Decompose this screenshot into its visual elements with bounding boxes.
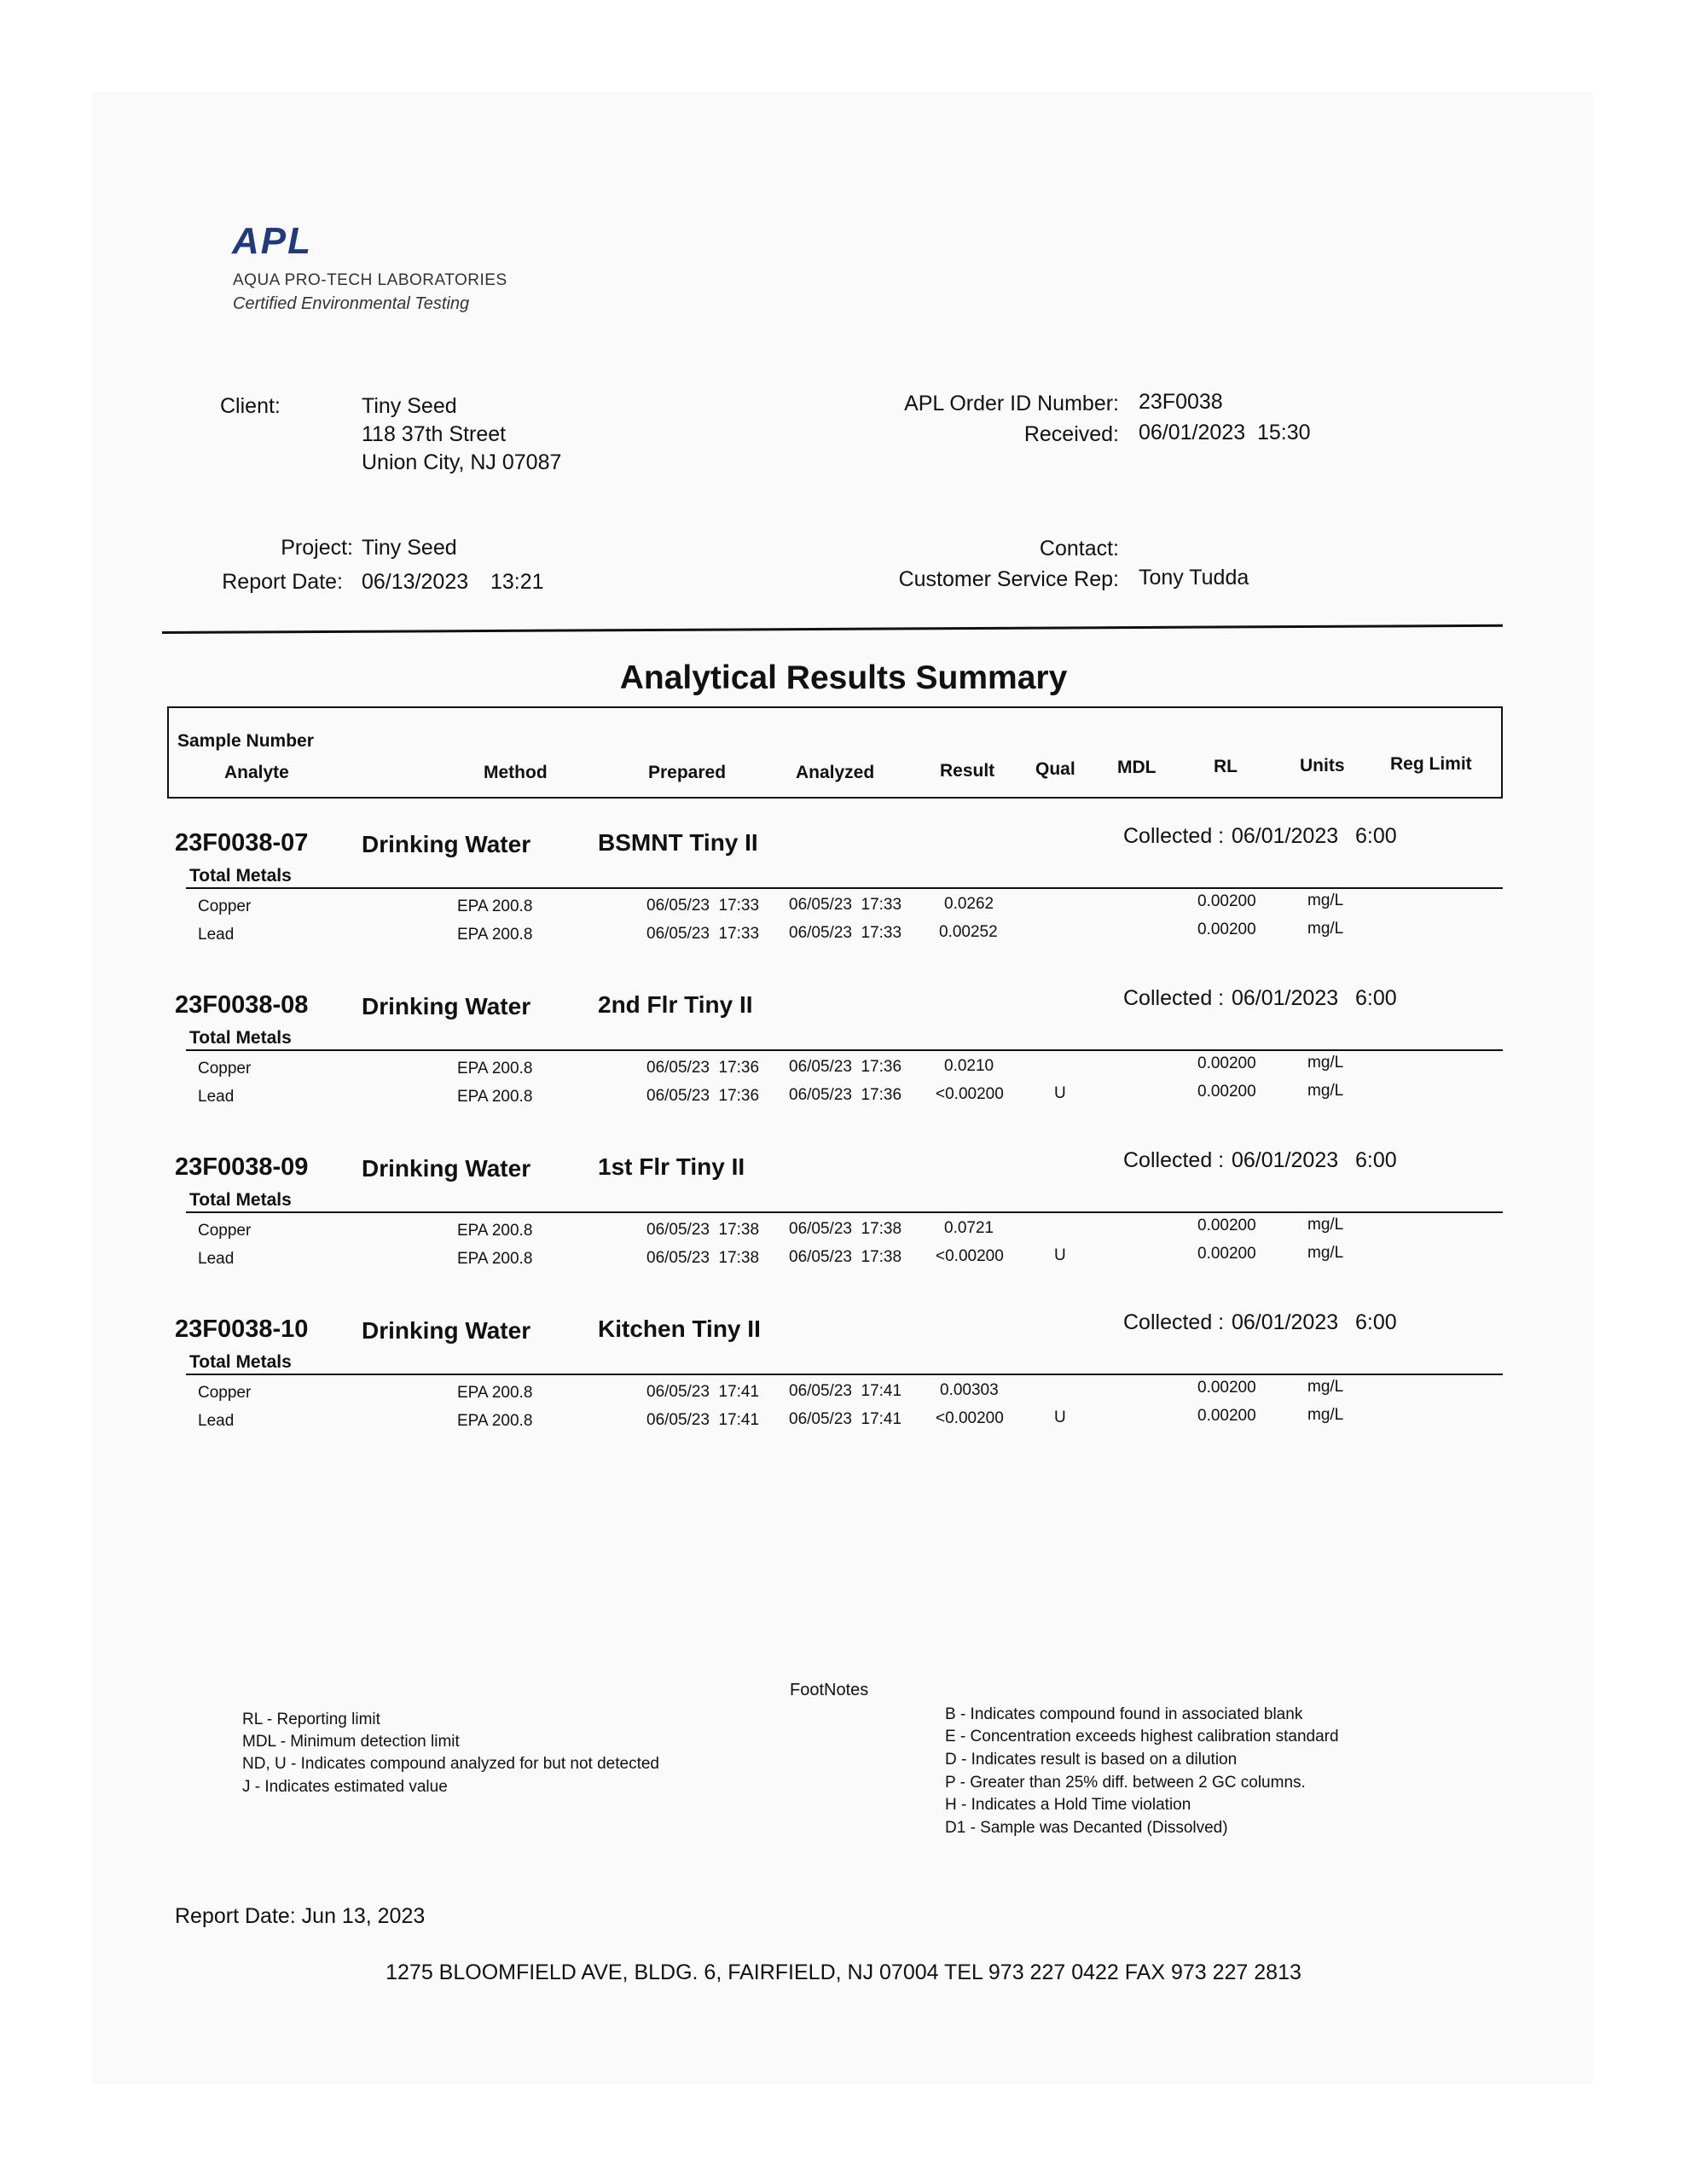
sample-location: 2nd Flr Tiny II bbox=[598, 991, 753, 1018]
units: mg/L bbox=[1307, 920, 1344, 938]
column-header-box bbox=[167, 706, 1503, 799]
group-rule bbox=[186, 1211, 1503, 1213]
sample-id: 23F0038-07 bbox=[175, 829, 309, 857]
col-sample-number: Sample Number bbox=[177, 731, 314, 751]
prepared: 06/05/23 17:36 bbox=[646, 1087, 760, 1105]
prepared: 06/05/23 17:41 bbox=[646, 1411, 760, 1429]
received-date: 06/01/2023 bbox=[1139, 421, 1246, 444]
contact-label: Contact: bbox=[1039, 537, 1119, 561]
prepared: 06/05/23 17:38 bbox=[646, 1221, 760, 1239]
method: EPA 200.8 bbox=[457, 897, 533, 915]
method: EPA 200.8 bbox=[457, 1060, 533, 1077]
result: <0.00200 bbox=[936, 1247, 1004, 1265]
collected-date: 06/01/2023 bbox=[1232, 986, 1339, 1010]
units: mg/L bbox=[1307, 1216, 1344, 1234]
units: mg/L bbox=[1307, 1054, 1344, 1072]
project-label: Project: bbox=[281, 536, 353, 560]
col-analyzed: Analyzed bbox=[796, 763, 875, 782]
footnote-item: D1 - Sample was Decanted (Dissolved) bbox=[945, 1819, 1228, 1837]
sample-matrix: Drinking Water bbox=[362, 1317, 531, 1344]
result: 0.0721 bbox=[944, 1219, 994, 1237]
analysis-group: Total Metals bbox=[189, 1190, 292, 1210]
method: EPA 200.8 bbox=[457, 1250, 533, 1268]
analyte: Lead bbox=[198, 1250, 235, 1268]
prepared: 06/05/23 17:33 bbox=[646, 897, 760, 915]
reporting-limit: 0.00200 bbox=[1197, 1407, 1256, 1425]
analyte: Copper bbox=[198, 897, 252, 915]
collected-date: 06/01/2023 bbox=[1232, 824, 1339, 848]
client-name: Tiny Seed bbox=[362, 394, 457, 418]
method: EPA 200.8 bbox=[457, 926, 533, 944]
units: mg/L bbox=[1307, 1378, 1344, 1396]
report-title: Analytical Results Summary bbox=[619, 659, 1068, 696]
collected-time: 6:00 bbox=[1355, 1148, 1397, 1172]
reporting-limit: 0.00200 bbox=[1197, 1083, 1256, 1101]
collected-label: Collected : bbox=[1123, 986, 1225, 1010]
lab-logo: APL bbox=[232, 220, 312, 262]
analyzed: 06/05/23 17:38 bbox=[789, 1248, 902, 1266]
group-rule bbox=[186, 1374, 1503, 1375]
footnote-item: J - Indicates estimated value bbox=[242, 1778, 448, 1796]
reporting-limit: 0.00200 bbox=[1197, 921, 1256, 938]
qualifier: U bbox=[1054, 1409, 1066, 1426]
collected-date: 06/01/2023 bbox=[1232, 1148, 1339, 1172]
sample-location: 1st Flr Tiny II bbox=[598, 1153, 745, 1180]
footnote-item: ND, U - Indicates compound analyzed for but not detected bbox=[242, 1755, 659, 1773]
method: EPA 200.8 bbox=[457, 1384, 533, 1402]
col-rl: RL bbox=[1214, 757, 1238, 776]
client-street: 118 37th Street bbox=[362, 422, 507, 446]
group-rule bbox=[186, 1049, 1503, 1051]
received-time: 15:30 bbox=[1257, 421, 1311, 444]
footnote-item: D - Indicates result is based on a dilution bbox=[945, 1751, 1238, 1769]
analyte: Copper bbox=[198, 1384, 252, 1402]
analysis-group: Total Metals bbox=[189, 1028, 292, 1048]
collected-time: 6:00 bbox=[1355, 986, 1397, 1010]
analyzed: 06/05/23 17:36 bbox=[789, 1058, 902, 1076]
prepared: 06/05/23 17:38 bbox=[646, 1249, 760, 1267]
sample-id: 23F0038-10 bbox=[175, 1316, 309, 1343]
group-rule bbox=[186, 887, 1503, 889]
col-mdl: MDL bbox=[1117, 758, 1157, 777]
col-method: Method bbox=[484, 763, 548, 782]
result: 0.0210 bbox=[944, 1057, 994, 1075]
received-label: Received: bbox=[1023, 422, 1119, 446]
sample-location: BSMNT Tiny II bbox=[598, 829, 758, 856]
analysis-group: Total Metals bbox=[189, 866, 292, 886]
footer-report-date: Report Date: Jun 13, 2023 bbox=[175, 1904, 426, 1928]
result: 0.00252 bbox=[939, 923, 998, 941]
sample-id: 23F0038-08 bbox=[175, 991, 309, 1019]
col-reg-limit: Reg Limit bbox=[1390, 754, 1472, 774]
result: 0.0262 bbox=[944, 895, 994, 913]
analyzed: 06/05/23 17:33 bbox=[789, 896, 902, 914]
reporting-limit: 0.00200 bbox=[1197, 1217, 1256, 1234]
collected-label: Collected : bbox=[1123, 1310, 1225, 1334]
analyzed: 06/05/23 17:38 bbox=[789, 1220, 902, 1238]
units: mg/L bbox=[1307, 892, 1344, 909]
prepared: 06/05/23 17:41 bbox=[646, 1383, 760, 1401]
footnote-item: H - Indicates a Hold Time violation bbox=[945, 1796, 1191, 1814]
analyzed: 06/05/23 17:36 bbox=[789, 1086, 902, 1104]
result: <0.00200 bbox=[936, 1409, 1004, 1427]
reporting-limit: 0.00200 bbox=[1197, 1245, 1256, 1263]
method: EPA 200.8 bbox=[457, 1222, 533, 1240]
col-units: Units bbox=[1300, 756, 1345, 775]
collected-time: 6:00 bbox=[1355, 824, 1397, 848]
qualifier: U bbox=[1054, 1084, 1066, 1102]
analyzed: 06/05/23 17:41 bbox=[789, 1382, 902, 1400]
report-time: 13:21 bbox=[490, 570, 544, 594]
footnotes-title: FootNotes bbox=[790, 1681, 869, 1699]
prepared: 06/05/23 17:33 bbox=[646, 925, 760, 943]
analysis-group: Total Metals bbox=[189, 1352, 292, 1372]
customer-service-rep-label: Customer Service Rep: bbox=[898, 567, 1119, 591]
result: 0.00303 bbox=[940, 1381, 999, 1399]
footnote-item: B - Indicates compound found in associated blank bbox=[945, 1705, 1303, 1723]
collected-time: 6:00 bbox=[1355, 1310, 1397, 1334]
sample-id: 23F0038-09 bbox=[175, 1153, 309, 1181]
units: mg/L bbox=[1307, 1406, 1344, 1424]
footnote-item: RL - Reporting limit bbox=[242, 1711, 380, 1728]
lab-name: AQUA PRO-TECH LABORATORIES bbox=[233, 271, 507, 289]
footnote-item: P - Greater than 25% diff. between 2 GC columns. bbox=[945, 1774, 1306, 1792]
sample-matrix: Drinking Water bbox=[362, 831, 531, 857]
col-prepared: Prepared bbox=[648, 763, 727, 782]
analyzed: 06/05/23 17:33 bbox=[789, 924, 902, 942]
analyzed: 06/05/23 17:41 bbox=[789, 1410, 902, 1428]
collected-date: 06/01/2023 bbox=[1232, 1310, 1339, 1334]
sample-matrix: Drinking Water bbox=[362, 993, 531, 1019]
customer-service-rep: Tony Tudda bbox=[1139, 566, 1249, 590]
qualifier: U bbox=[1054, 1246, 1066, 1264]
col-qual: Qual bbox=[1035, 759, 1075, 779]
collected-label: Collected : bbox=[1123, 824, 1225, 848]
method: EPA 200.8 bbox=[457, 1412, 533, 1430]
analyte: Copper bbox=[198, 1222, 252, 1240]
report-date-label: Report Date: bbox=[222, 570, 343, 594]
sample-matrix: Drinking Water bbox=[362, 1155, 531, 1182]
units: mg/L bbox=[1307, 1244, 1344, 1262]
sample-location: Kitchen Tiny II bbox=[598, 1316, 761, 1342]
collected-label: Collected : bbox=[1123, 1148, 1225, 1172]
prepared: 06/05/23 17:36 bbox=[646, 1059, 760, 1077]
result: <0.00200 bbox=[936, 1085, 1004, 1103]
units: mg/L bbox=[1307, 1082, 1344, 1100]
method: EPA 200.8 bbox=[457, 1088, 533, 1106]
report-date: 06/13/2023 bbox=[362, 570, 469, 594]
footnote-item: E - Concentration exceeds highest calibration standard bbox=[945, 1728, 1339, 1745]
footnote-item: MDL - Minimum detection limit bbox=[242, 1733, 460, 1751]
order-id: 23F0038 bbox=[1139, 390, 1223, 414]
client-city: Union City, NJ 07087 bbox=[362, 450, 562, 474]
order-id-label: APL Order ID Number: bbox=[904, 392, 1119, 415]
reporting-limit: 0.00200 bbox=[1197, 1054, 1256, 1072]
analyte: Lead bbox=[198, 926, 235, 944]
reporting-limit: 0.00200 bbox=[1197, 892, 1256, 910]
col-result: Result bbox=[940, 761, 995, 781]
col-analyte: Analyte bbox=[224, 763, 289, 782]
client-label: Client: bbox=[220, 394, 281, 418]
project-name: Tiny Seed bbox=[362, 536, 457, 560]
lab-address: 1275 BLOOMFIELD AVE, BLDG. 6, FAIRFIELD, NJ 07004 TEL 973 227 0422 FAX 973 227 2813 bbox=[386, 1960, 1301, 1984]
analyte: Copper bbox=[198, 1060, 252, 1077]
reporting-limit: 0.00200 bbox=[1197, 1379, 1256, 1397]
analyte: Lead bbox=[198, 1088, 235, 1106]
lab-tagline: Certified Environmental Testing bbox=[233, 294, 470, 313]
analyte: Lead bbox=[198, 1412, 235, 1430]
